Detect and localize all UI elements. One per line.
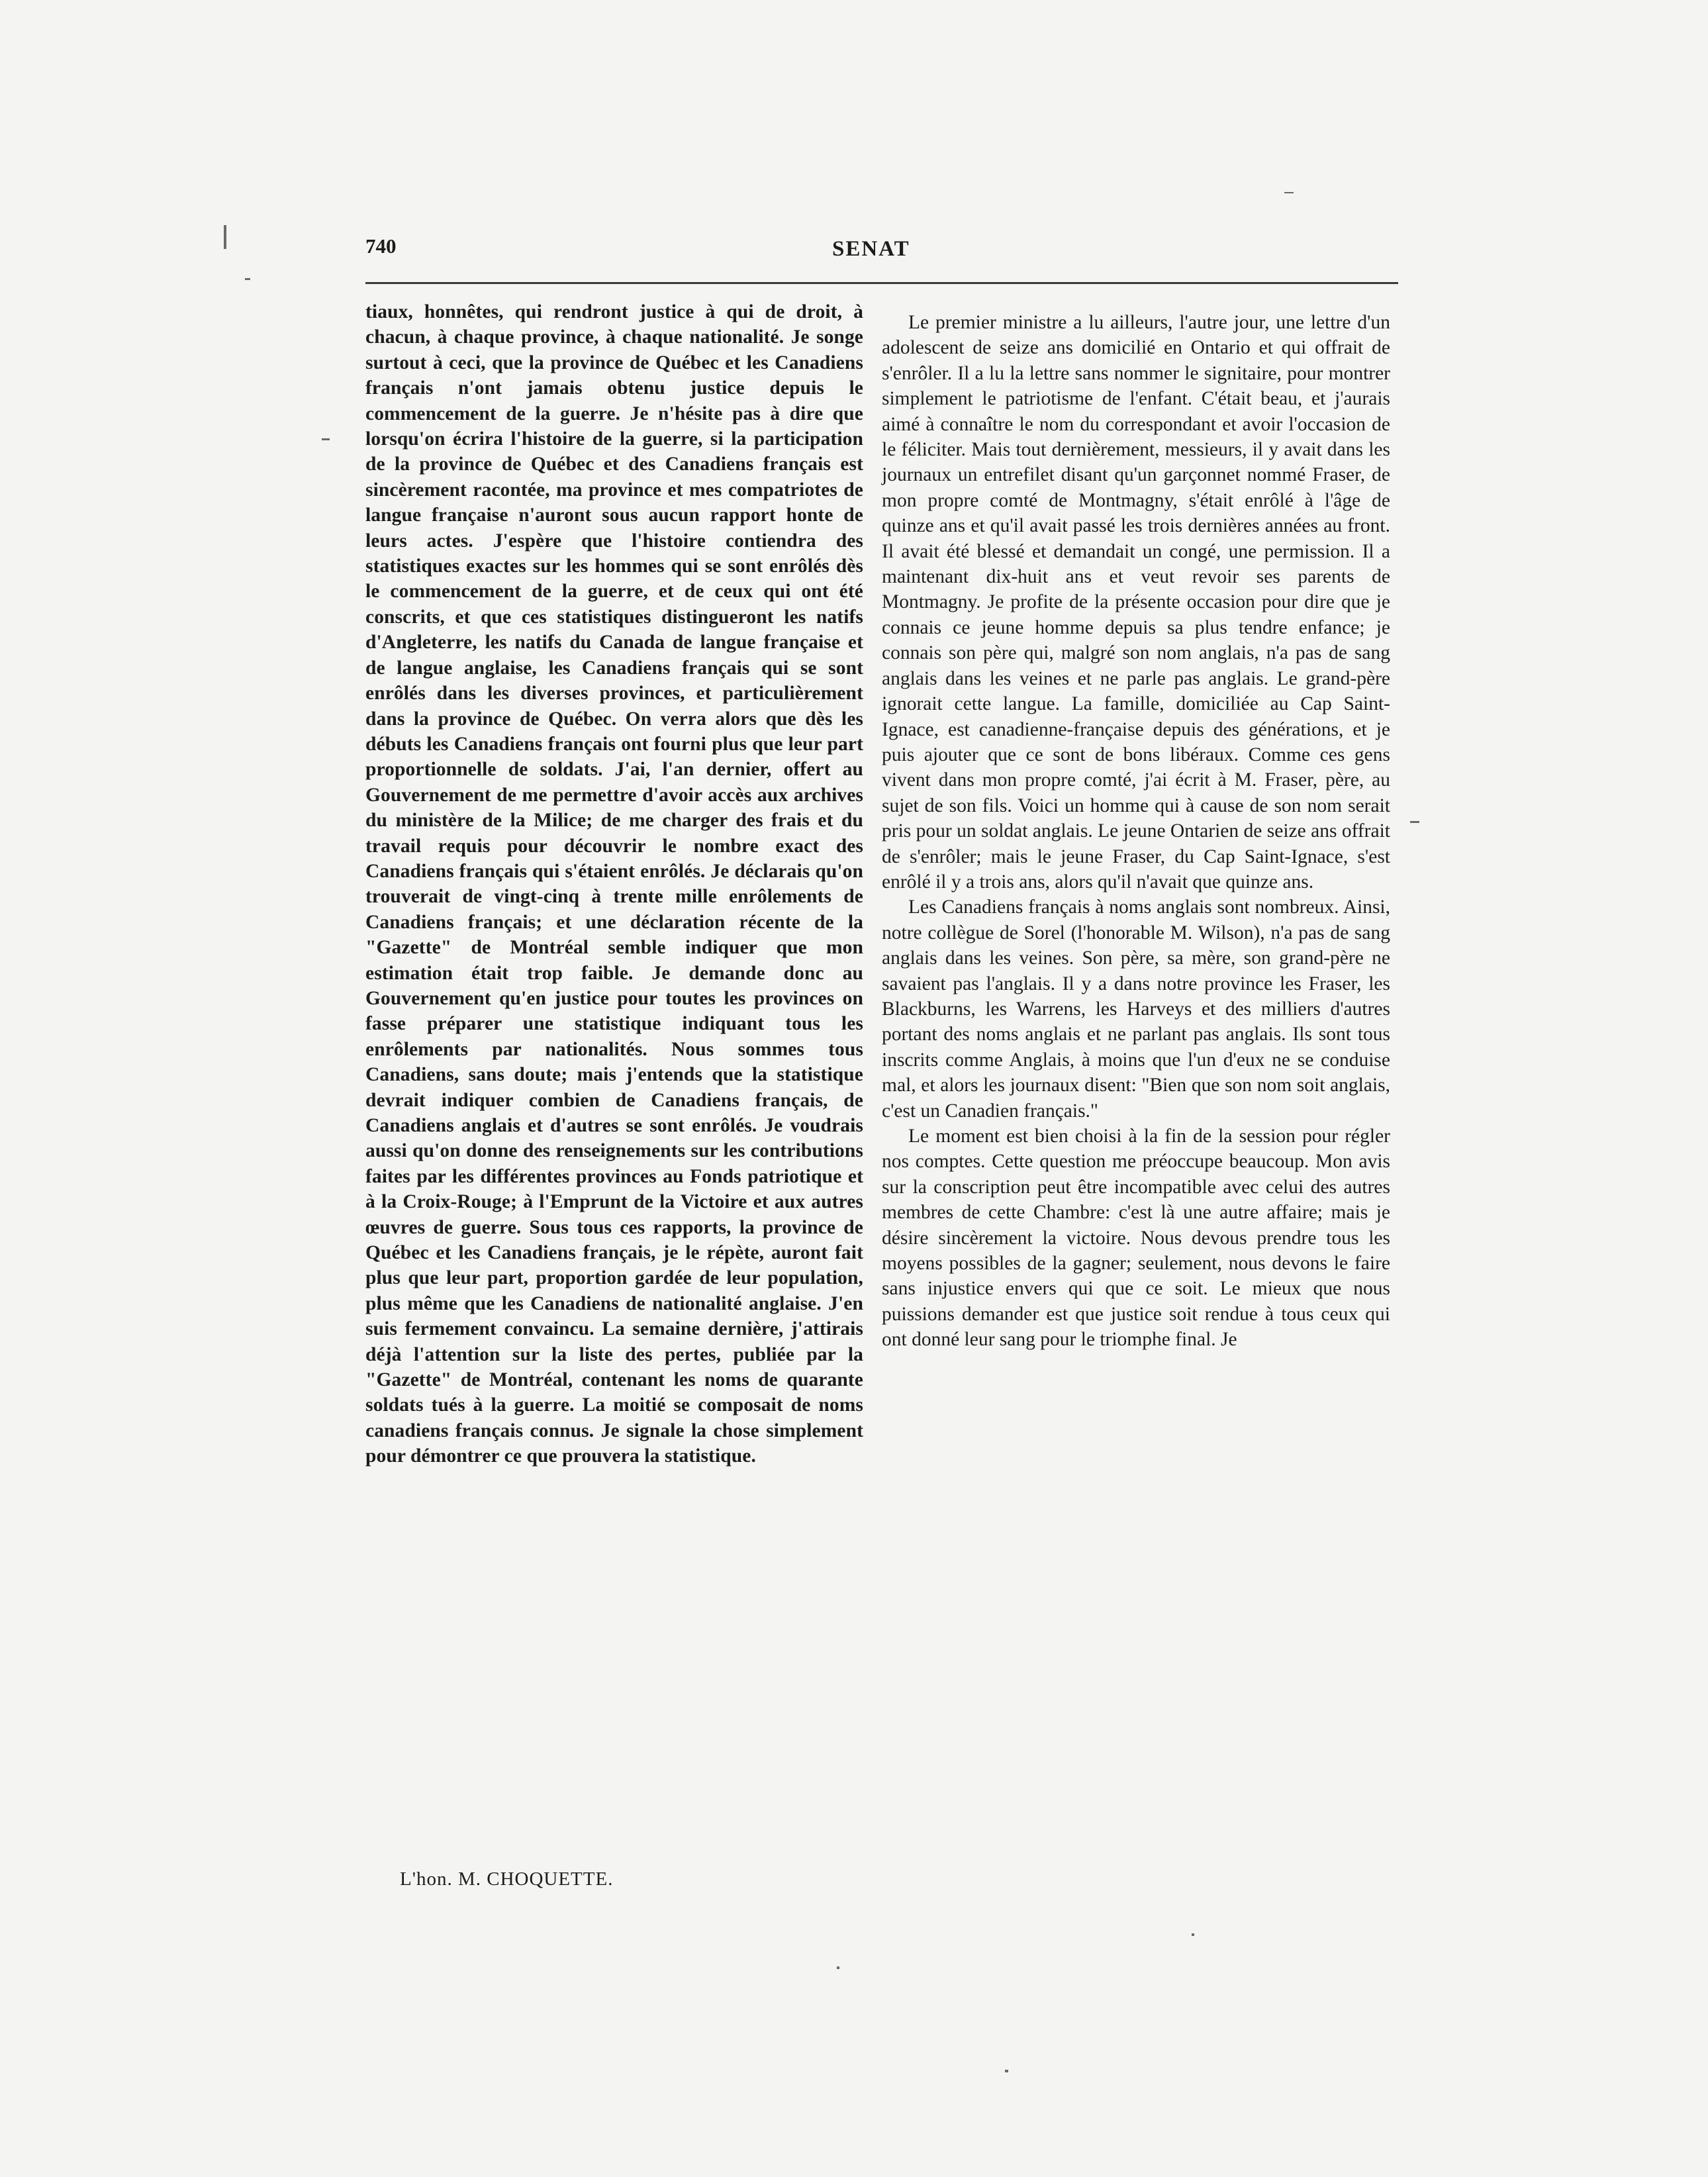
page-number: 740 (365, 234, 397, 258)
scan-speck (1284, 192, 1294, 193)
header-rule (365, 282, 1398, 284)
scan-speck (1005, 2070, 1008, 2072)
scan-speck (322, 438, 330, 440)
right-paragraph: Le moment est bien choisi à la fin de la session pour régler nos comptes. Cette question me préoccupe beaucoup. Mon avis sur la conscription peut être incompatible avec celui des autres membres de cette Chambre: c'est là une autre affaire; mais je désire sincèrement la victoire. Nous devous prendre tous les moyens possibles de la gagner; seulement, nous devons le faire sans injustice envers qui que ce soit. Le mieux que nous puissions demander est que justice soit rendue à tous ceux qui ont donné leur sang pour le triomphe final. Je (882, 1126, 1390, 1351)
scan-speck (1192, 1933, 1194, 1936)
speaker-attribution: L'hon. M. CHOQUETTE. (400, 1868, 614, 1890)
left-paragraph: tiaux, honnêtes, qui rendront justice à qui de droit, à chacun, à chaque province, à chaque nationalité. Je songe surtout à ceci, que la province de Québec et les Canadiens français n'ont jamais obtenu justice depuis le commencement de la guerre. Je n'hésite pas à dire que lorsqu'on écrira l'histoire de la guerre, si la participation de la province de Québec et des Canadiens français est sincèrement racontée, ma province et mes compatriotes de langue française n'auront sous aucun rapport honte de leurs actes. J'espère que l'histoire contiendra des statistiques exactes sur les hommes qui se sont enrôlés dès le commencement de la guerre, et de ceux qui ont été conscrits, et que ces statistiques distingueront les natifs d'Angleterre, les natifs du Canada de langue française et de langue anglaise, les Canadiens français qui se sont enrôlés dans les diverses provinces, et particulièrement dans la province de Québec. On verra alors que dès les débuts les Canadiens français ont fourni plus que leur part proportionnelle de soldats. J'ai, l'an dernier, offert au Gouvernement de me permettre d'avoir accès aux archives du ministère de la Milice; de me charger des frais et du travail requis pour découvrir le nombre exact des Canadiens français qui s'étaient enrôlés. Je déclarais qu'on trouverait de vingt-cinq à trente mille enrôlements de Canadiens français; et une déclaration récente de la "Gazette" de Montréal semble indiquer que mon estimation était trop faible. Je demande donc au Gouvernement qu'en justice pour toutes les provinces on fasse préparer une statistique indiquant tous les enrôlements par nationalités. Nous sommes tous Canadiens, sans doute; mais j'entends que la statistique devrait indiquer combien de Canadiens français, de Canadiens anglais et d'autres se sont enrôlés. Je voudrais aussi qu'on donne des renseignements sur les contributions faites par les différentes provinces au Fonds patriotique et à la Croix-Rouge; à l'Emprunt de la Victoire et aux autres œuvres de guerre. Sous tous ces rapports, la province de Québec et les Canadiens français, je le répète, auront fait plus que leur part, proportion gardée de leur population, plus même que les Canadiens de nationalité anglaise. J'en suis fermement convaincu. La semaine dernière, j'attirais déjà l'attention sur la liste des pertes, publiée par la "Gazette" de Montréal, contenant les noms de quarante soldats tués à la guerre. La moitié se composait de noms canadiens français connus. Je signale la chose simplement pour démontrer ce que prouvera la statistique. (365, 301, 863, 1467)
right-paragraph: Les Canadiens français à noms anglais sont nombreux. Ainsi, notre collègue de Sorel (l'honorable M. Wilson), n'a pas de sang anglais dans les veines. Son père, sa mère, son grand-père ne savaient pas l'anglais. Il y a dans notre province les Fraser, les Blackburns, les Warrens, les Harveys et des milliers d'autres portant des noms anglais et ne parlant pas anglais. Ils sont tous inscrits comme Anglais, à moins que l'un d'eux ne se conduise mal, et alors les journaux disent: "Bien que son nom soit anglais, c'est un Canadien français." (882, 896, 1390, 1122)
right-column (882, 310, 1390, 1353)
page-header (365, 229, 1398, 269)
scan-speck (837, 1966, 839, 1969)
running-head: SENAT (832, 237, 910, 261)
left-column (365, 299, 863, 1469)
scan-speck (1410, 821, 1419, 823)
scan-speck (224, 225, 226, 249)
right-paragraph: Le premier ministre a lu ailleurs, l'autre jour, une lettre d'un adolescent de seize ans domicilié en Ontario et qui offrait de s'enrôler. Il a lu la lettre sans nommer le signitaire, pour montrer simplement le patriotisme de l'enfant. C'était beau, et j'aurais aimé à connaître le nom du correspondant et avoir l'occasion de le féliciter. Mais tout dernièrement, messieurs, il y avait dans les journaux un entrefilet disant qu'un garçonnet nommé Fraser, de mon propre comté de Montmagny, s'était enrôlé à l'âge de quinze ans et qu'il avait passé les trois dernières années au front. Il avait été blessé et demandait un congé, une permission. Il a maintenant dix-huit ans et veut revoir ses parents de Montmagny. Je profite de la présente occasion pour dire que je connais ce jeune homme depuis sa plus tendre enfance; je connais son père qui, malgré son nom anglais, n'a pas de sang anglais dans les veines et ne parle pas anglais. Le grand-père ignorait cette langue. La famille, domiciliée au Cap Saint-Ignace, est canadienne-française depuis des générations, et je puis ajouter que ce sont de bons libéraux. Comme ces gens vivent dans mon propre comté, j'ai écrit à M. Fraser, père, au sujet de son fils. Voici un homme qui à cause de son nom serait pris pour un soldat anglais. Le jeune Ontarien de seize ans offrait de s'enrôler; mais le jeune Fraser, du Cap Saint-Ignace, s'est enrôlé il y a trois ans, alors qu'il n'avait que quinze ans. (882, 312, 1390, 893)
scan-speck (245, 278, 250, 280)
